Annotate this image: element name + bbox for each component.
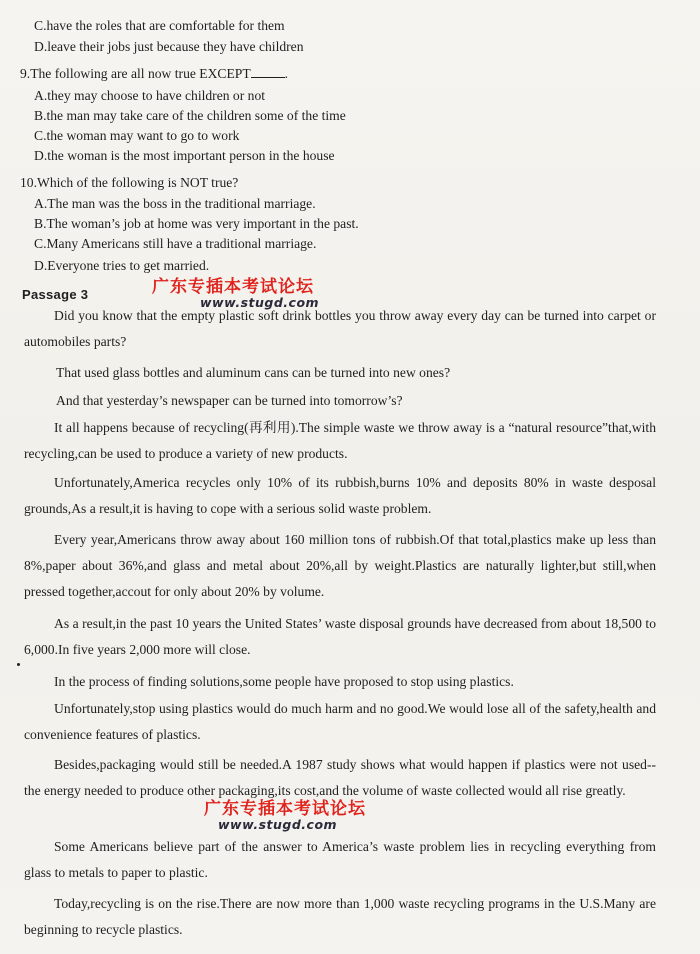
q8-option-c: C.have the roles that are comfortable for them [34, 18, 285, 33]
q9-option-b: B.the man may take care of the children some of the time [34, 108, 346, 123]
print-speck [17, 663, 20, 666]
paragraph-3: And that yesterday’s newspaper can be turned into tomorrow’s? [56, 393, 403, 408]
watermark-forum-name: 广东专插本考试论坛 [152, 277, 314, 297]
paragraph-2: That used glass bottles and aluminum cans can be turned into new ones? [56, 365, 451, 380]
paragraph-10: Besides,packaging would still be needed.A 1987 study shows what would happen if plastics were not used--the energy needed to produce other packaging,its cost,and the volume of waste collected would all rise greatly. [24, 757, 656, 798]
q9-option-d: D.the woman is the most important person in the house [34, 148, 335, 163]
q9-stem-end: . [284, 66, 289, 81]
q9-stem [20, 66, 288, 82]
paragraph-4: It all happens because of recycling(再利用).The simple waste we throw away is a “natural resource”that,with recycling,can be used to produce a variety of new products. [24, 420, 656, 461]
q9-stem-text: 9.The following are all now true EXCEPT [20, 66, 251, 81]
watermark-forum-url: www.stugd.com [200, 295, 320, 310]
q10-option-c: C.Many Americans still have a traditional marriage. [34, 236, 317, 251]
paragraph-12: Today,recycling is on the rise.There are now more than 1,000 waste recycling programs in the U.S.Many are beginning to recycle plastics. [24, 896, 656, 937]
q8-option-d: D.leave their jobs just because they have children [34, 39, 304, 54]
q10-option-d: D.Everyone tries to get married. [34, 258, 210, 273]
paragraph-6: Every year,Americans throw away about 160 million tons of rubbish.Of that total,plastics make up less than 8%,paper about 36%,and glass and metal about 20%,all by weight.Plastics are naturally lighter,but still,when pressed together,accout for only about 20% by volume. [24, 532, 656, 599]
q10-stem: 10.Which of the following is NOT true? [20, 175, 239, 190]
paragraph-7: As a result,in the past 10 years the United States’ waste disposal grounds have decreased from about 18,500 to 6,000.In five years 2,000 more will close. [24, 616, 656, 657]
q9-option-c: C.the woman may want to go to work [34, 128, 240, 143]
paragraph-11: Some Americans believe part of the answer to America’s waste problem lies in recycling everything from glass to metals to paper to plastic. [24, 839, 656, 880]
watermark-forum-name-2: 广东专插本考试论坛 [204, 799, 366, 819]
paragraph-1: Did you know that the empty plastic soft drink bottles you throw away every day can be turned into carpet or automobiles parts? [24, 308, 656, 349]
passage-heading: Passage 3 [22, 287, 89, 302]
q9-option-a: A.they may choose to have children or not [34, 88, 266, 103]
paragraph-8: In the process of finding solutions,some people have proposed to stop using plastics. [54, 674, 514, 689]
q9-answer-blank [251, 66, 285, 78]
q10-option-b: B.The woman’s job at home was very important in the past. [34, 216, 359, 231]
paragraph-9: Unfortunately,stop using plastics would do much harm and no good.We would lose all of the safety,health and convenience features of plastics. [24, 701, 656, 742]
paragraph-5: Unfortunately,America recycles only 10% of its rubbish,burns 10% and deposits 80% in waste desposal grounds,As a result,it is having to cope with a serious solid waste problem. [24, 475, 656, 516]
q10-option-a: A.The man was the boss in the traditional marriage. [34, 196, 316, 211]
watermark-forum-url-2: www.stugd.com [218, 817, 338, 832]
